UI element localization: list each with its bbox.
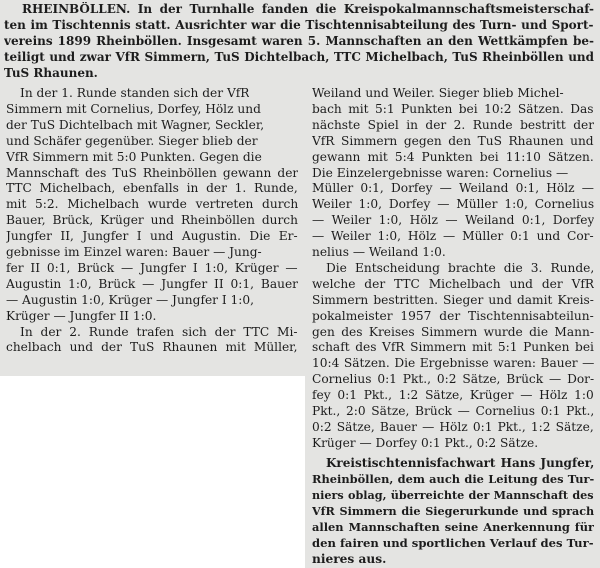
- text-line: ten im Tischtennis statt. Ausrichter war die Tischtennisabteilung des Turn- und Sport-: [4, 18, 594, 33]
- text-line: — Augustin 1:0, Krüger — Jungfer I 1:0,: [6, 292, 255, 307]
- text-line: bach mit 5:1 Punkten bei 10:2 Sätzen. Das: [312, 101, 594, 116]
- text-line-bold: niers oblag, überreichte der Mannschaft des: [312, 487, 594, 502]
- text-line: RHEINBÖLLEN. In der Turnhalle fanden die Kreispokalmannschaftsmeisterschaf-: [22, 2, 594, 16]
- text-line: Cornelius 0:1 Pkt., 0:2 Sätze, Brück — Dor-: [312, 372, 595, 387]
- text-line-bold: den fairen und sportlichen Verlauf des Tur-: [312, 535, 594, 550]
- text-line-bold: Kreistischtennisfachwart Hans Jungfer,: [326, 455, 595, 470]
- text-line: mit 5:2. Michelbach wurde vertreten durch: [6, 197, 299, 212]
- text-line: gewann mit 5:4 Punkten bei 11:10 Sätzen.: [312, 149, 594, 164]
- text-line: Die Einzelergebnisse waren: Cornelius —: [312, 165, 569, 180]
- text-line: 0:2 Sätze, Bauer — Hölz 0:1 Pkt., 1:2 Sätze,: [312, 419, 594, 434]
- text-line-bold: VfR Simmern die Siegerurkunde und sprach: [312, 503, 595, 518]
- text-line: welche der TTC Michelbach und der VfR: [312, 276, 595, 291]
- text-line: pokalmeister 1957 der Tischtennisabteilun-: [312, 308, 594, 323]
- text-line: Bauer, Brück, Krüger und Rheinböllen durch: [6, 213, 298, 228]
- text-line: — Weiler 1:0, Hölz — Weiland 0:1, Dorfey: [312, 213, 595, 228]
- text-line-bold: nieres aus.: [312, 551, 387, 566]
- text-line: gen des Kreises Simmern wurde die Mann-: [312, 324, 594, 339]
- text-line: Weiler 1:0, Dorfey — Müller 1:0, Cornelius: [312, 197, 595, 212]
- text-line: fey 0:1 Pkt., 1:2 Sätze, Krüger — Hölz 1:0: [312, 388, 594, 403]
- text-line: nächste Spiel in der 2. Runde bestritt der: [312, 117, 595, 132]
- text-line: der TuS Dichtelbach mit Wagner, Seckler,: [6, 117, 265, 132]
- text-line: gebnisse im Einzel waren: Bauer — Jung-: [6, 245, 262, 259]
- text-line: fer II 0:1, Brück — Jungfer I 1:0, Krüger —: [6, 260, 298, 275]
- text-line: Pkt., 2:0 Sätze, Brück — Cornelius 0:1 Pkt.,: [312, 404, 595, 418]
- text-line: Mannschaft des TuS Rheinböllen gewann der: [6, 165, 299, 180]
- text-line: VfR Simmern gegen den TuS Rhaunen und: [312, 133, 594, 148]
- text-line: Jungfer II, Jungfer I und Augustin. Die Er-: [6, 229, 298, 244]
- text-line: Augustin 1:0, Brück — Jungfer II 0:1, Bauer: [6, 276, 298, 291]
- text-line: Krüger — Jungfer II 1:0.: [6, 308, 157, 323]
- text-line: — Weiler 1:0, Hölz — Müller 0:1 und Cor-: [312, 229, 594, 244]
- text-line: TuS Rhaunen.: [4, 66, 98, 81]
- text-line: 10:4 Sätzen. Die Ergebnisse waren: Bauer —: [312, 356, 595, 371]
- text-line: und Schäfer gegenüber. Sieger blieb der: [6, 133, 258, 148]
- text-line: Krüger — Dorfey 0:1 Pkt., 0:2 Sätze.: [312, 435, 539, 450]
- text-line: Weiland und Weiler. Sieger blieb Michel-: [312, 86, 564, 100]
- text-line-bold: Rheinböllen, dem auch die Leitung des Tur-: [312, 471, 595, 486]
- text-line: Die Entscheidung brachte die 3. Runde,: [326, 260, 595, 275]
- text-line: VfR Simmern mit 5:0 Punkten. Gegen die: [6, 149, 262, 164]
- text-line: Simmern mit Cornelius, Dorfey, Hölz und: [6, 101, 261, 116]
- text-line: vereins 1899 Rheinböllen. Insgesamt waren 5. Mannschaften an den Wettkämpfen be-: [4, 34, 594, 49]
- text-line: In der 1. Runde standen sich der VfR: [20, 86, 250, 100]
- text-line: teiligt und zwar VfR Simmern, TuS Dichtelbach, TTC Michelbach, TuS Rheinböllen und: [4, 50, 595, 65]
- text-line: schaft des VfR Simmern mit 5:1 Punken bei: [312, 340, 594, 355]
- text-line: Müller 0:1, Dorfey — Weiland 0:1, Hölz —: [312, 181, 594, 196]
- text-line: nelius — Weiland 1:0.: [312, 245, 446, 259]
- text-line-bold: allen Mannschaften seine Anerkennung für: [312, 519, 594, 534]
- text-line: chelbach und der TuS Rhaunen mit Müller,: [6, 340, 298, 355]
- text-line: TTC Michelbach, ebenfalls in der 1. Runde,: [6, 181, 298, 196]
- text-line: Simmern bestritten. Sieger und damit Kreis-: [312, 292, 594, 307]
- text-line: In der 2. Runde trafen sich der TTC Mi-: [20, 324, 298, 339]
